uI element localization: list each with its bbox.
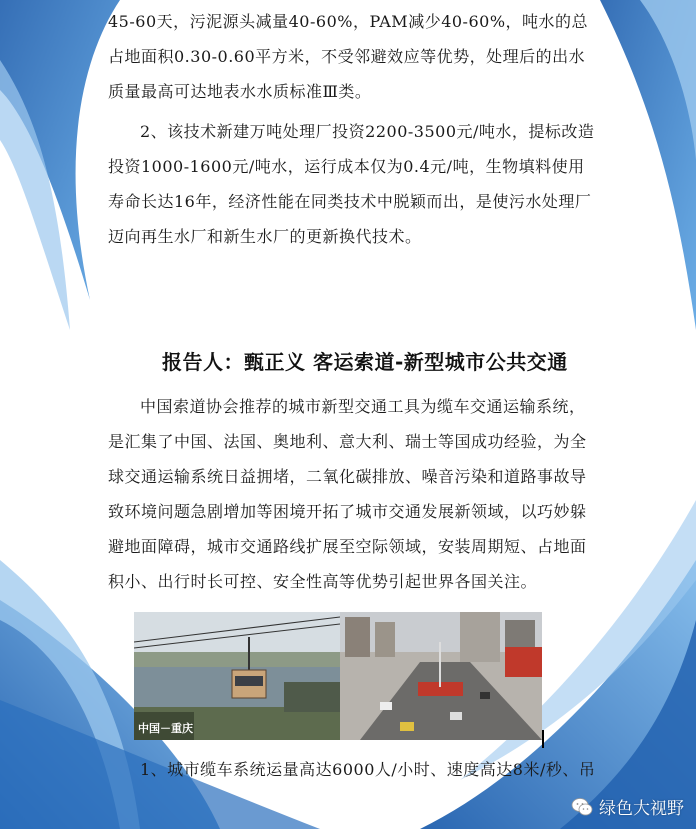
section-heading: 报告人：甄正义 客运索道-新型城市公共交通: [162, 350, 568, 374]
text-cursor: [542, 730, 544, 748]
watermark: [571, 794, 684, 819]
paragraph-sludge-reduction: 45-60天，污泥源头减量40-60%，PAM减少40-60%，吨水的总占地面积0.30-0.60平方米，不受邻避效应等优势，处理后的出水质量最高可达地表水水质标准Ⅲ类。: [108, 12, 589, 101]
paragraph-capacity: 1、城市缆车系统运量高达6000人/小时、速度高达8米/秒、吊: [140, 760, 596, 779]
wechat-icon: [571, 797, 593, 817]
photo-caption: 中国－重庆: [138, 722, 193, 735]
photo-city-street-gondola: [340, 612, 542, 740]
paragraph-investment-cost: 2、该技术新建万吨处理厂投资2200-3500元/吨水，提标改造投资1000-1600元/吨水，运行成本仅为0.4元/吨，生物填料使用寿命长达16年，经济性能在同类技术中脱颖而出，是使污水处理厂迈向再生水厂和新生水厂的更新换代技术。: [108, 122, 595, 246]
watermark-label: 绿色大视野: [599, 799, 684, 819]
paragraph-cableway-intro: 中国索道协会推荐的城市新型交通工具为缆车交通运输系统，是汇集了中国、法国、奥地利、意大利、瑞士等国成功经验，为全球交通运输系统日益拥堵，二氧化碳排放、噪音污染和道路事故导致环境问题急剧增加等困境开拓了城市交通发展新领域，以巧妙躲避地面障碍，城市交通路线扩展至空际领域，安装周期短、占地面积小、出行时长可控、安全性高等优势引起世界各国关注。: [108, 397, 587, 591]
